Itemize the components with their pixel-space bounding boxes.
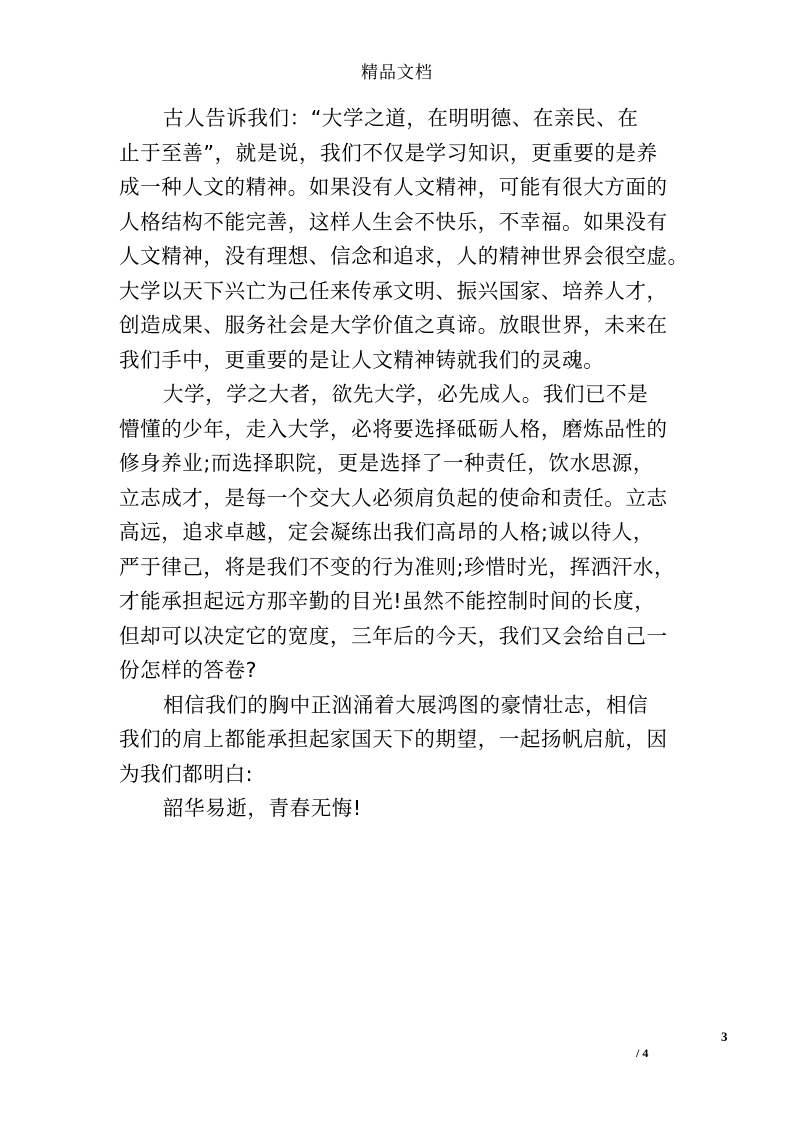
text-line: 份怎样的答卷? bbox=[119, 658, 258, 682]
text-line: 才能承担起远方那辛勤的目光!虽然不能控制时间的长度， bbox=[119, 589, 656, 613]
text-line: 修身养业;而选择职院，更是选择了一种责任，饮水思源， bbox=[119, 451, 655, 475]
text-line: 我们手中，更重要的是让人文精神铸就我们的灵魂。 bbox=[119, 347, 605, 372]
page-total: / 4 bbox=[636, 1046, 649, 1060]
document-header-title: 精品文档 bbox=[361, 63, 433, 83]
document-body bbox=[119, 101, 689, 826]
paragraph-2 bbox=[119, 377, 679, 688]
text-line: 创造成果、服务社会是大学价值之真谛。放眼世界，未来在 bbox=[119, 313, 668, 337]
text-line: 韶华易逝，青春无悔! bbox=[163, 796, 362, 820]
text-line: 人格结构不能完善，这样人生会不快乐，不幸福。如果没有 bbox=[119, 209, 668, 234]
page-number: 3 bbox=[721, 1029, 728, 1044]
text-line: 相信我们的胸中正汹涌着大展鸿图的豪情壮志，相信 bbox=[163, 692, 649, 717]
text-line: 我们的肩上都能承担起家国天下的期望，一起扬帆启航，因 bbox=[119, 727, 668, 751]
text-line: 人文精神，没有理想、信念和追求，人的精神世界会很空虚。 bbox=[119, 244, 689, 268]
text-line: 为我们都明白: bbox=[119, 761, 254, 786]
text-line: 高远，追求卓越，定会凝练出我们高昂的人格;诚以待人， bbox=[119, 520, 655, 544]
text-line: 大学，学之大者，欲先大学，必先成人。我们已不是 bbox=[163, 382, 649, 406]
paragraph-1 bbox=[119, 101, 689, 377]
paragraph-4 bbox=[119, 791, 679, 826]
text-line: 严于律己，将是我们不变的行为准则;珍惜时光，挥洒汗水， bbox=[119, 554, 676, 579]
paragraph-3 bbox=[119, 688, 679, 792]
text-line: 立志成才，是每一个交大人必须肩负起的使命和责任。立志 bbox=[119, 485, 668, 510]
text-line: 成一种人文的精神。如果没有人文精神，可能有很大方面的 bbox=[119, 175, 668, 199]
text-line: 但却可以决定它的宽度，三年后的今天，我们又会给自己一 bbox=[119, 623, 668, 648]
text-line: 大学以天下兴亡为己任来传承文明、振兴国家、培养人才， bbox=[119, 278, 668, 303]
text-line: 懵懂的少年，走入大学，必将要选择砥砺人格，磨炼品性的 bbox=[119, 416, 668, 441]
text-line: 古人告诉我们：“大学之道，在明明德、在亲民、在 bbox=[163, 106, 639, 130]
text-line: 止于至善”，就是说，我们不仅是学习知识，更重要的是养 bbox=[119, 140, 658, 165]
